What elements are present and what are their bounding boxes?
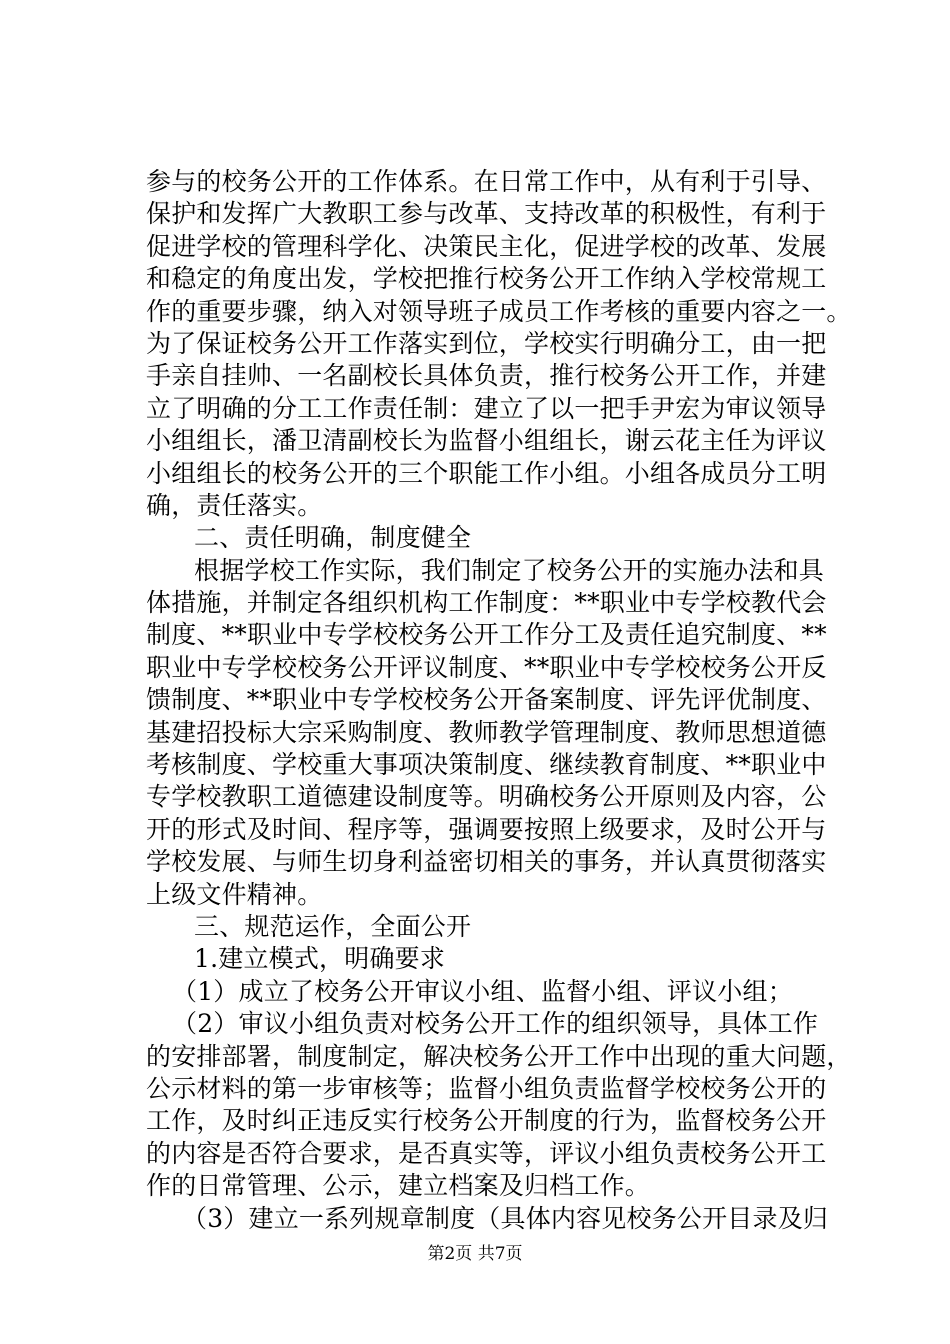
text-line: 基建招投标大宗采购制度、教师教学管理制度、教师思想道德 — [146, 717, 827, 747]
text-line: 考核制度、学校重大事项决策制度、继续教育制度、**职业中 — [146, 750, 827, 780]
list-item: （3）建立一系列规章制度（具体内容见校务公开目录及归 — [182, 1203, 829, 1233]
text-line: 职业中专学校校务公开评议制度、**职业中专学校校务公开反 — [146, 652, 827, 682]
text-line: 专学校教职工道德建设制度等。明确校务公开原则及内容，公 — [146, 782, 827, 812]
page-number: 第2页 共7页 — [427, 1244, 523, 1264]
text-line: 开的形式及时间、程序等，强调要按照上级要求，及时公开与 — [146, 814, 827, 844]
text-line: 的内容是否符合要求，是否真实等，评议小组负责校务公开工 — [146, 1138, 827, 1168]
text-line: 的安排部署，制度制定，解决校务公开工作中出现的重大问题， — [146, 1041, 852, 1071]
text-line: 确，责任落实。 — [146, 490, 323, 520]
text-line: 上级文件精神。 — [146, 879, 323, 909]
text-line: 制度、**职业中专学校校务公开工作分工及责任追究制度、** — [146, 620, 827, 650]
text-line: 手亲自挂帅、一名副校长具体负责，推行校务公开工作，并建 — [146, 361, 827, 391]
subsection-heading: 1.建立模式，明确要求 — [194, 944, 446, 974]
text-line: 立了明确的分工工作责任制：建立了以一把手尹宏为审议领导 — [146, 393, 827, 423]
text-line: 馈制度、**职业中专学校校务公开备案制度、评先评优制度、 — [146, 685, 827, 715]
text-line: 体措施，并制定各组织机构工作制度：**职业中专学校教代会 — [146, 588, 827, 618]
text-line: 小组组长，潘卫清副校长为监督小组组长，谢云花主任为评议 — [146, 426, 827, 456]
text-line: 为了保证校务公开工作落实到位，学校实行明确分工，由一把 — [146, 328, 827, 358]
list-item: （1）成立了校务公开审议小组、监督小组、评议小组； — [172, 976, 793, 1006]
text-line: 作的日常管理、公示，建立档案及归档工作。 — [146, 1171, 651, 1201]
list-item: （2）审议小组负责对校务公开工作的组织领导，具体工作 — [172, 1009, 819, 1039]
text-line: 工作，及时纠正违反实行校务公开制度的行为，监督校务公开 — [146, 1106, 827, 1136]
text-line: 公示材料的第一步审核等；监督小组负责监督学校校务公开的 — [146, 1073, 827, 1103]
text-line: 和稳定的角度出发，学校把推行校务公开工作纳入学校常规工 — [146, 264, 827, 294]
text-line: 作的重要步骤，纳入对领导班子成员工作考核的重要内容之一。 — [146, 296, 852, 326]
text-line: 根据学校工作实际，我们制定了校务公开的实施办法和具 — [194, 555, 825, 585]
text-line: 学校发展、与师生切身利益密切相关的事务，并认真贯彻落实 — [146, 847, 827, 877]
text-line: 保护和发挥广大教职工参与改革、支持改革的积极性，有利于 — [146, 199, 827, 229]
section-heading-3: 三、规范运作，全面公开 — [194, 911, 472, 941]
document-body — [146, 166, 852, 1235]
text-line: 小组组长的校务公开的三个职能工作小组。小组各成员分工明 — [146, 458, 827, 488]
text-line: 参与的校务公开的工作体系。在日常工作中，从有利于引导、 — [146, 167, 827, 196]
section-heading-2: 二、责任明确，制度健全 — [194, 523, 472, 553]
page-footer — [0, 1244, 950, 1264]
text-line: 促进学校的管理科学化、决策民主化，促进学校的改革、发展 — [146, 231, 827, 261]
